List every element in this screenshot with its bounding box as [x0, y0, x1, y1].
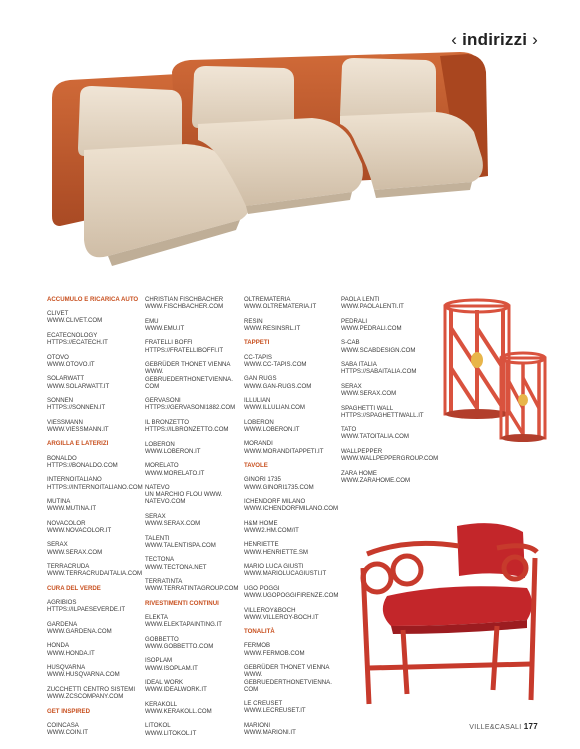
company-name: PEDRALI	[341, 317, 368, 325]
company-url[interactable]: HTTPS://SABAITALIA.COM	[341, 368, 417, 376]
company-url[interactable]: WWW.TATOITALIA.COM	[341, 433, 409, 441]
directory-entry	[47, 664, 147, 678]
company-url[interactable]: HTTPS://INTERNOITALIANO.COM	[47, 483, 143, 491]
directory-entry	[47, 332, 147, 346]
directory-entry	[145, 339, 245, 353]
company-url[interactable]: WWW.LOBERON.IT	[145, 447, 201, 455]
directory-entry	[244, 722, 344, 736]
directory-entry	[244, 419, 344, 433]
directory-entry	[244, 375, 344, 389]
company-name: SPAGHETTI WALL	[341, 404, 394, 412]
company-url[interactable]: WWW.TERRATINTAGROUP.COM	[145, 585, 239, 593]
company-name: LOBERON	[244, 418, 274, 426]
directory-column-3	[244, 296, 344, 744]
company-name: HENRIETTE	[244, 541, 279, 549]
company-url[interactable]: WWW.SERAX.COM	[47, 548, 103, 556]
company-url[interactable]: HTTPS://ECATECH.IT	[47, 339, 108, 347]
directory-entry	[47, 520, 147, 534]
company-name: CHRISTIAN FISCHBACHER	[145, 296, 224, 303]
directory-entry	[145, 535, 245, 549]
directory-entry	[244, 397, 344, 411]
company-name: LITOKOL	[145, 722, 171, 730]
company-name: CLIVET	[47, 310, 69, 318]
directory-entry	[244, 498, 344, 512]
directory-entry	[145, 722, 245, 736]
company-url[interactable]: WWW.GOBBETTO.COM	[145, 642, 214, 650]
company-url[interactable]: WWW.SERAX.COM	[145, 520, 201, 528]
directory-entry	[47, 310, 147, 324]
company-url[interactable]: WWW.LOBERON.IT	[244, 425, 300, 433]
section-header: CURA DEL VERDE	[47, 584, 101, 592]
directory-entry	[145, 296, 245, 310]
company-name: OLTREMATERIA	[244, 296, 291, 303]
company-url[interactable]: WWW.ZARAHOME.COM	[341, 476, 411, 484]
company-url[interactable]: WWW.GAN-RUGS.COM	[244, 382, 312, 390]
directory-entry	[244, 296, 344, 310]
directory-entry	[145, 657, 245, 671]
company-name: MARIO LUCA GIUSTI	[244, 563, 304, 571]
company-url[interactable]: WWW. GEBRUEDERTHONETVIENNA. COM	[145, 368, 233, 390]
company-name: SERAX	[47, 541, 68, 549]
directory-entry	[244, 354, 344, 368]
directory-entry	[47, 455, 147, 469]
company-url[interactable]: WWW2.HM.COM/IT	[244, 526, 299, 534]
directory-entry	[145, 318, 245, 332]
company-name: UGO POGGI	[244, 584, 280, 592]
directory-entry	[47, 498, 147, 512]
directory-entry	[244, 440, 344, 454]
company-url[interactable]: WWW.LITOKOL.IT	[145, 729, 197, 737]
company-url[interactable]: WWW.MUTINA.IT	[47, 505, 97, 513]
company-name: TALENTI	[145, 534, 170, 542]
company-url[interactable]: WWW.RESINSRL.IT	[244, 324, 301, 332]
company-url[interactable]: WWW.SCABDESIGN.COM	[341, 346, 416, 354]
company-url[interactable]: WWW.MARIONI.IT	[244, 729, 296, 737]
company-url[interactable]: WWW. GEBRUEDERTHONETVIENNA. COM	[244, 671, 332, 693]
directory-entry	[244, 318, 344, 332]
company-url[interactable]: WWW.FISCHBACHER.COM	[145, 303, 224, 311]
company-name: MORANDI	[244, 440, 273, 448]
company-url[interactable]: WWW.HONDA.IT	[47, 649, 95, 657]
company-url[interactable]: WWW.CC-TAPIS.COM	[244, 360, 307, 368]
company-name: COINCASA	[47, 721, 79, 729]
company-name: KERAKOLL	[145, 700, 178, 708]
company-url[interactable]: WWW.OTOVO.IT	[47, 360, 95, 368]
directory-entry	[145, 614, 245, 628]
company-name: TERRATINTA	[145, 578, 183, 586]
directory-entry	[244, 642, 344, 656]
directory-entry	[145, 361, 245, 390]
directory-entry	[47, 722, 147, 736]
company-url[interactable]: HTTPS://SPAGHETTIWALL.IT	[341, 411, 424, 419]
armchair-image	[347, 508, 547, 708]
directory-entry	[145, 419, 245, 433]
company-name: SOLARWATT	[47, 375, 85, 383]
company-name: MORELATO	[145, 462, 179, 470]
directory-entry	[244, 563, 344, 577]
company-name: GAN RUGS	[244, 375, 277, 383]
directory-entry	[244, 700, 344, 714]
company-name: IDEAL WORK	[145, 679, 184, 687]
directory-entry	[47, 599, 147, 613]
directory-entry	[145, 679, 245, 693]
company-name: FERMOB	[244, 642, 271, 650]
company-url[interactable]: WWW.EMU.IT	[145, 324, 185, 332]
company-name: ELEKTA	[145, 613, 168, 621]
company-name: IL BRONZETTO	[145, 418, 190, 426]
company-name: SONNEN	[47, 397, 74, 405]
company-name: ECATECNOLOGY	[47, 331, 98, 339]
company-name: SABA ITALIA	[341, 361, 377, 369]
company-name: LE CREUSET	[244, 700, 283, 708]
company-name: ILLULIAN	[244, 397, 271, 405]
directory-entry	[145, 462, 245, 476]
sofa-image	[0, 0, 580, 295]
section-header: TAPPETI	[244, 339, 270, 347]
company-url[interactable]: WWW.TERRACRUDAITALIA.COM	[47, 570, 143, 578]
directory-entry	[341, 470, 433, 484]
company-url[interactable]: HTTPS://BONALDO.COM	[47, 461, 118, 469]
company-name: SERAX	[341, 382, 362, 390]
directory-entry	[47, 541, 147, 555]
right-chevron-icon: ›	[532, 30, 538, 49]
company-name: GOBBETTO	[145, 635, 179, 643]
directory-column-2	[145, 296, 245, 744]
company-url[interactable]: WWW.VIESSMANN.IT	[47, 425, 109, 433]
company-name: NATEVO	[145, 484, 170, 492]
directory-entry	[145, 484, 245, 506]
company-url[interactable]: WWW.UGOPOGGIFIRENZE.COM	[244, 592, 339, 600]
company-url[interactable]: WWW.MORELATO.IT	[145, 469, 205, 477]
company-url[interactable]: WWW.GARDENA.COM	[47, 627, 112, 635]
company-name: AGRIBIOS	[47, 599, 77, 607]
directory-column-1	[47, 296, 147, 743]
company-name: PAOLA LENTI	[341, 296, 380, 303]
company-name: ZARA HOME	[341, 469, 377, 477]
company-url[interactable]: WWW.TALENTISPA.COM	[145, 541, 216, 549]
company-url[interactable]: WWW.PAOLALENTI.IT	[341, 303, 404, 311]
directory-entry	[341, 339, 433, 353]
company-name: SERAX	[145, 512, 166, 520]
directory-entry	[47, 375, 147, 389]
directory-entry	[244, 541, 344, 555]
directory-entry	[341, 296, 433, 310]
company-name: TERRACRUDA	[47, 563, 90, 571]
company-url[interactable]: WWW.SOLARWATT.IT	[47, 382, 110, 390]
directory-entry	[145, 513, 245, 527]
company-name: H&M HOME	[244, 519, 278, 527]
company-name: GEBRÜDER THONET VIENNA	[244, 664, 330, 672]
company-name: GARDENA	[47, 620, 78, 628]
section-header: ARGILLA E LATERIZI	[47, 440, 109, 448]
company-url[interactable]: WWW.SERAX.COM	[341, 390, 397, 398]
directory-entry	[145, 556, 245, 570]
company-url[interactable]: WWW.ICHENDORFMILANO.COM	[244, 505, 339, 513]
company-url[interactable]: WWW.GINORI1735.COM	[244, 483, 314, 491]
company-name: ICHENDORF MILANO	[244, 498, 306, 506]
company-url[interactable]: WWW.ILLULIAN.COM	[244, 404, 305, 412]
company-name: CC-TAPIS	[244, 353, 272, 361]
page-footer	[469, 722, 538, 731]
company-name: TATO	[341, 426, 357, 434]
page-title-text: indirizzi	[462, 30, 528, 49]
company-url[interactable]: WWW.LECREUSET.IT	[244, 707, 306, 715]
company-name: GERVASONI	[145, 397, 181, 405]
company-name: TECTONA	[145, 556, 175, 564]
directory-entry	[244, 476, 344, 490]
section-header: TAVOLE	[244, 462, 268, 470]
company-url[interactable]: WWW.OLTREMATERIA.IT	[244, 303, 317, 311]
company-url[interactable]: WWW.COIN.IT	[47, 728, 88, 736]
page-number: 177	[523, 722, 538, 731]
company-name: EMU	[145, 317, 159, 325]
section-header: GET INSPIRED	[47, 707, 91, 715]
directory-column-4	[341, 296, 439, 491]
directory-entry	[341, 426, 433, 440]
company-url[interactable]: WWW.CLIVET.COM	[47, 317, 103, 325]
lanterns-image	[437, 298, 547, 458]
company-url[interactable]: HTTPS://GERVASONI1882.COM	[145, 404, 236, 412]
directory-entry	[341, 447, 439, 463]
company-name: VILLEROY&BOCH	[244, 606, 296, 614]
company-name: FRATELLI BOFFI	[145, 339, 193, 347]
directory-entry	[244, 664, 344, 693]
company-name: MARIONI	[244, 721, 271, 729]
company-name: MUTINA	[47, 498, 71, 506]
section-header: ACCUMULO E RICARICA AUTO	[47, 296, 139, 303]
company-name: BONALDO	[47, 454, 77, 462]
directory-entry	[341, 361, 433, 375]
directory-entry	[244, 585, 344, 599]
directory-entry	[47, 397, 147, 411]
directory-entry	[244, 520, 344, 534]
company-url[interactable]: WWW.MARIOLUCAGIUSTI.IT	[244, 570, 327, 578]
section-header: TONALITÀ	[244, 628, 275, 636]
company-url[interactable]: WWW.KERAKOLL.COM	[145, 707, 212, 715]
directory-entry	[341, 318, 433, 332]
directory-entry	[47, 419, 147, 433]
directory-entry	[47, 621, 147, 635]
magazine-name: VILLE&CASALI	[469, 724, 522, 731]
company-url[interactable]: HTTPS://ILBRONZETTO.COM	[145, 426, 229, 434]
directory-entry	[145, 397, 245, 411]
company-name: INTERNOITALIANO	[47, 476, 102, 484]
company-url[interactable]: WWW.ISOPLAM.IT	[145, 664, 198, 672]
company-url[interactable]: HTTPS://ILPAESEVERDE.IT	[47, 606, 126, 614]
company-url[interactable]: WWW.WALLPEPPERGROUP.COM	[341, 455, 439, 463]
left-chevron-icon: ‹	[451, 30, 458, 49]
company-url[interactable]: WWW.MORANDITAPPETI.IT	[244, 447, 324, 455]
company-name: LOBERON	[145, 440, 175, 448]
directory-entry	[341, 405, 433, 419]
directory-entry	[47, 563, 147, 577]
directory-entry	[145, 441, 245, 455]
company-name: RESIN	[244, 317, 263, 325]
company-name: ZUCCHETTI CENTRO SISTEMI	[47, 685, 136, 693]
company-url[interactable]: WWW.ZCSCOMPANY.COM	[47, 693, 124, 701]
company-name: HUSQVARNA	[47, 664, 86, 672]
company-url[interactable]: WWW.HENRIETTE.SM	[244, 548, 308, 556]
company-name: ISOPLAM	[145, 657, 173, 665]
company-name: GEBRÜDER THONET VIENNA	[145, 361, 231, 369]
company-url[interactable]: WWW.FERMOB.COM	[244, 649, 305, 657]
company-url[interactable]: WWW.IDEALWORK.IT	[145, 686, 207, 694]
company-url[interactable]: WWW.VILLEROY-BOCH.IT	[244, 613, 319, 621]
company-url[interactable]: HTTPS://SONNEN.IT	[47, 404, 106, 412]
company-name: NOVACOLOR	[47, 519, 86, 527]
directory-entry	[47, 642, 147, 656]
company-name: VIESSMANN	[47, 418, 83, 426]
directory-entry	[47, 354, 147, 368]
company-url[interactable]: HTTPS://FRATELLIBOFFI.IT	[145, 346, 224, 354]
section-header: RIVESTIMENTI CONTINUI	[145, 599, 219, 607]
company-name: WALLPEPPER	[341, 447, 383, 455]
directory-entry	[47, 476, 147, 490]
company-name: OTOVO	[47, 353, 69, 361]
company-name: S-CAB	[341, 339, 360, 347]
company-url[interactable]: WWW.TECTONA.NET	[145, 563, 207, 571]
company-name: HONDA	[47, 642, 70, 650]
directory-entry	[244, 607, 344, 621]
company-url[interactable]: WWW.PEDRALI.COM	[341, 324, 402, 332]
company-name: GINORI 1735	[244, 476, 281, 484]
company-url[interactable]: UN MARCHIO FLOU WWW. NATEVO.COM	[145, 491, 223, 506]
directory-entry	[145, 701, 245, 715]
directory-entry	[145, 578, 245, 592]
directory-entry	[341, 383, 433, 397]
company-url[interactable]: WWW.HUSQVARNA.COM	[47, 671, 120, 679]
directory-entry	[47, 686, 147, 700]
company-url[interactable]: WWW.ELEKTAPAINTING.IT	[145, 621, 222, 629]
company-url[interactable]: WWW.NOVACOLOR.IT	[47, 526, 112, 534]
directory-entry	[145, 636, 245, 650]
